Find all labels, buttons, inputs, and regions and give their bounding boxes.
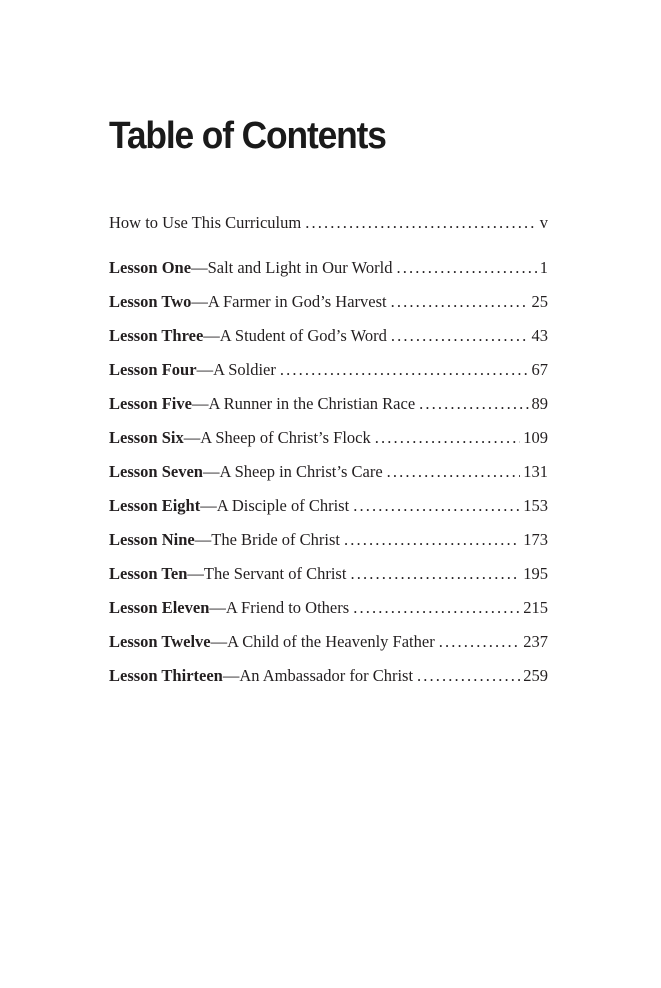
lesson-title: —A Farmer in God’s Harvest bbox=[191, 292, 387, 311]
dot-leader bbox=[396, 256, 536, 280]
lesson-number: Lesson Six bbox=[109, 428, 184, 447]
toc-page-number: 109 bbox=[523, 428, 548, 447]
lesson-title: —The Bride of Christ bbox=[194, 530, 341, 549]
toc-entry-lesson-two[interactable] bbox=[109, 290, 548, 324]
toc-entry-lesson-three[interactable] bbox=[109, 324, 548, 358]
toc-page-number: 43 bbox=[531, 326, 548, 345]
lesson-number: Lesson Four bbox=[109, 360, 197, 379]
dot-leader bbox=[439, 630, 521, 654]
lesson-number: Lesson Seven bbox=[109, 462, 203, 481]
lesson-title: —The Servant of Christ bbox=[187, 564, 347, 583]
lesson-number: Lesson Eleven bbox=[109, 598, 210, 617]
toc-lesson-list bbox=[109, 256, 548, 698]
lesson-number: Lesson Two bbox=[109, 292, 192, 311]
toc-intro bbox=[109, 211, 548, 245]
lesson-title: —A Runner in the Christian Race bbox=[191, 394, 416, 413]
toc-page-number: v bbox=[539, 213, 548, 232]
lesson-number: Lesson Ten bbox=[109, 564, 188, 583]
toc-page-number: 89 bbox=[531, 394, 548, 413]
dot-leader bbox=[350, 562, 520, 586]
toc-page-number: 195 bbox=[523, 564, 548, 583]
lesson-number: Lesson Eight bbox=[109, 496, 201, 515]
toc-entry-lesson-eleven[interactable] bbox=[109, 596, 548, 630]
lesson-title: —A Sheep of Christ’s Flock bbox=[183, 428, 371, 447]
lesson-title: —A Child of the Heavenly Father bbox=[210, 632, 435, 651]
lesson-number: Lesson One bbox=[109, 258, 192, 277]
toc-entry-label: How to Use This Curriculum bbox=[109, 213, 302, 232]
lesson-title: —A Friend to Others bbox=[209, 598, 350, 617]
toc-page-number: 131 bbox=[523, 462, 548, 481]
toc-page-number: 25 bbox=[531, 292, 548, 311]
lesson-title: —Salt and Light in Our World bbox=[191, 258, 393, 277]
toc-page-number: 173 bbox=[523, 530, 548, 549]
dot-leader bbox=[387, 460, 521, 484]
toc-page-number: 215 bbox=[523, 598, 548, 617]
toc-entry-lesson-four[interactable] bbox=[109, 358, 548, 392]
lesson-number: Lesson Five bbox=[109, 394, 192, 413]
toc-entry-intro[interactable] bbox=[109, 211, 548, 245]
page-title: Table of Contents bbox=[109, 115, 386, 157]
toc-page-number: 153 bbox=[523, 496, 548, 515]
toc-page-number: 67 bbox=[531, 360, 548, 379]
dot-leader bbox=[280, 358, 529, 382]
lesson-number: Lesson Thirteen bbox=[109, 666, 223, 685]
dot-leader bbox=[375, 426, 521, 450]
lesson-number: Lesson Three bbox=[109, 326, 204, 345]
lesson-title: —A Soldier bbox=[196, 360, 276, 379]
dot-leader bbox=[417, 664, 520, 688]
toc-entry-lesson-thirteen[interactable] bbox=[109, 664, 548, 698]
toc-entry-lesson-eight[interactable] bbox=[109, 494, 548, 528]
dot-leader bbox=[353, 596, 520, 620]
toc-entry-lesson-six[interactable] bbox=[109, 426, 548, 460]
dot-leader bbox=[344, 528, 520, 552]
toc-entry-lesson-nine[interactable] bbox=[109, 528, 548, 562]
dot-leader bbox=[391, 324, 529, 348]
toc-page-number: 1 bbox=[539, 258, 548, 277]
lesson-title: —A Student of God’s Word bbox=[203, 326, 387, 345]
dot-leader bbox=[391, 290, 529, 314]
toc-entry-lesson-twelve[interactable] bbox=[109, 630, 548, 664]
lesson-number: Lesson Twelve bbox=[109, 632, 211, 651]
lesson-number: Lesson Nine bbox=[109, 530, 195, 549]
lesson-title: —A Sheep in Christ’s Care bbox=[202, 462, 383, 481]
toc-entry-lesson-five[interactable] bbox=[109, 392, 548, 426]
toc-page-number: 237 bbox=[523, 632, 548, 651]
toc-entry-lesson-ten[interactable] bbox=[109, 562, 548, 596]
toc-entry-lesson-seven[interactable] bbox=[109, 460, 548, 494]
lesson-title: —A Disciple of Christ bbox=[200, 496, 350, 515]
toc-entry-lesson-one[interactable] bbox=[109, 256, 548, 290]
toc-page-number: 259 bbox=[523, 666, 548, 685]
dot-leader bbox=[305, 211, 537, 235]
dot-leader bbox=[353, 494, 520, 518]
dot-leader bbox=[419, 392, 528, 416]
lesson-title: —An Ambassador for Christ bbox=[222, 666, 414, 685]
